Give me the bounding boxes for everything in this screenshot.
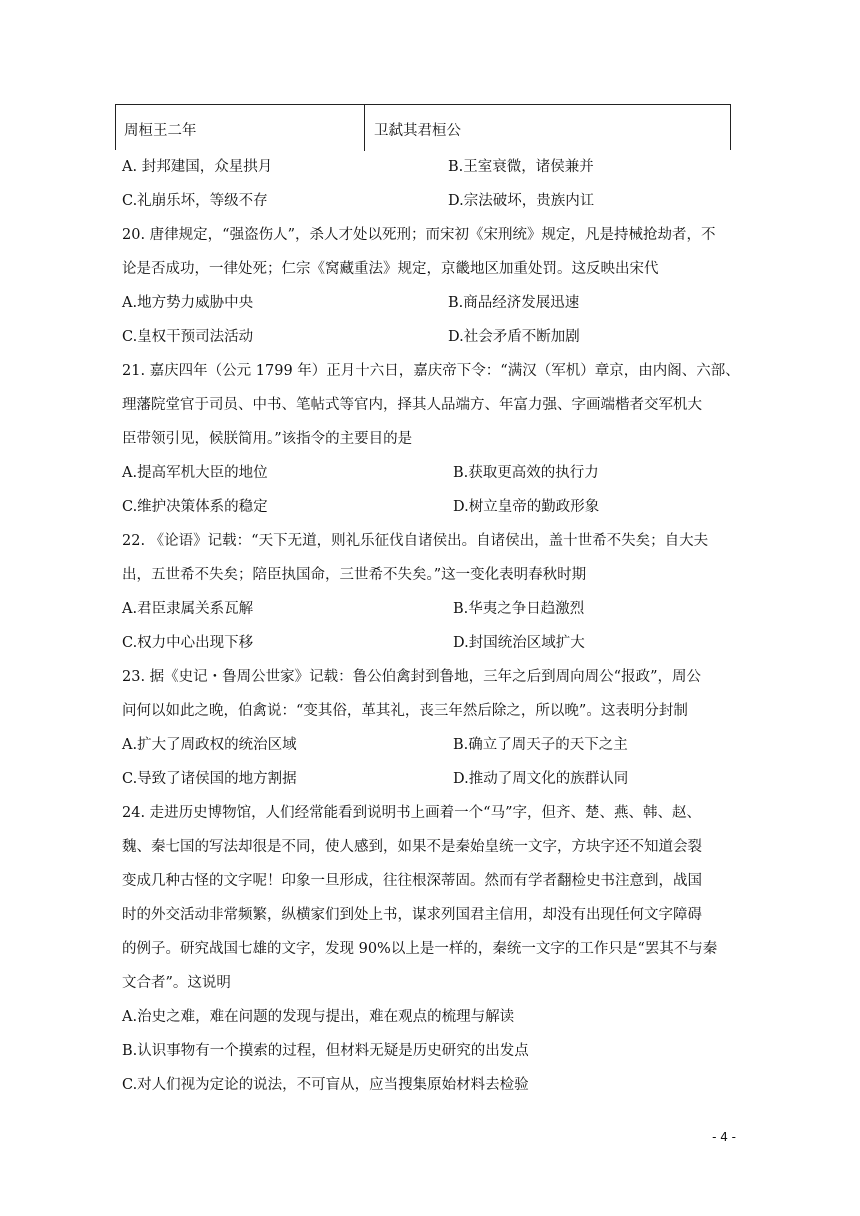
q24-stem-line4: 时的外交活动非常频繁，纵横家们到处上书，谋求列国君主信用，却没有出现任何文字障碍 bbox=[122, 907, 702, 923]
q20-option-c: C.皇权干预司法活动 bbox=[122, 329, 254, 345]
q19-option-b: B.王室衰微，诸侯兼并 bbox=[448, 159, 594, 175]
q21-stem-line1: 21. 嘉庆四年（公元 1799 年）正月十六日，嘉庆帝下令：“满汉（军机）章京，由内阁、六部、 bbox=[122, 363, 740, 379]
q24-stem-line2: 魏、秦七国的写法却很是不同，使人感到，如果不是秦始皇统一文字，方块字还不知道会裂 bbox=[122, 839, 702, 855]
q20-stem-line1: 20. 唐律规定，“强盗伤人”，杀人才处以死刑；而宋初《宋刑统》规定，凡是持械抢劫者，不 bbox=[122, 227, 716, 243]
q21-option-d: D.树立皇帝的勤政形象 bbox=[453, 499, 600, 515]
q19-option-c: C.礼崩乐坏，等级不存 bbox=[122, 193, 268, 209]
q23-stem-line1: 23. 据《史记・鲁周公世家》记载：鲁公伯禽封到鲁地，三年之后到周向周公“报政”，周公 bbox=[122, 669, 701, 685]
q21-option-b: B.获取更高效的执行力 bbox=[453, 465, 599, 481]
q22-option-c: C.权力中心出现下移 bbox=[122, 635, 254, 651]
q20-stem-line2: 论是否成功，一律处死；仁宗《窝藏重法》规定，京畿地区加重处罚。这反映出宋代 bbox=[122, 261, 659, 277]
q20-option-d: D.社会矛盾不断加剧 bbox=[448, 329, 580, 345]
q21-option-a: A.提高军机大臣的地位 bbox=[122, 465, 268, 481]
q24-stem-line6: 文合者”。这说明 bbox=[122, 975, 231, 991]
q22-option-a: A.君臣隶属关系瓦解 bbox=[122, 601, 254, 617]
q24-option-c: C.对人们视为定论的说法，不可盲从，应当搜集原始材料去检验 bbox=[122, 1077, 529, 1093]
q23-option-a: A.扩大了周政权的统治区域 bbox=[122, 737, 297, 753]
q23-option-d: D.推动了周文化的族群认同 bbox=[453, 771, 629, 787]
q23-option-c: C.导致了诸侯国的地方割据 bbox=[122, 771, 297, 787]
q23-option-b: B.确立了周天子的天下之主 bbox=[453, 737, 628, 753]
q19-option-d: D.宗法破坏，贵族内讧 bbox=[448, 193, 595, 209]
q22-option-d: D.封国统治区域扩大 bbox=[453, 635, 585, 651]
q22-option-b: B.华夷之争日趋激烈 bbox=[453, 601, 585, 617]
q24-option-b: B.认识事物有一个摸索的过程，但材料无疑是历史研究的出发点 bbox=[122, 1043, 529, 1059]
table-cell-event: 卫弑其君桓公 bbox=[374, 123, 461, 139]
q24-stem-line3: 变成几种古怪的文字呢！印象一旦形成，往往根深蒂固。然而有学者翻检史书注意到，战国 bbox=[122, 873, 702, 889]
q23-stem-line2: 问何以如此之晚，伯禽说：“变其俗，革其礼，丧三年然后除之，所以晚”。这表明分封制 bbox=[122, 703, 688, 719]
q24-stem-line1: 24. 走进历史博物馆，人们经常能看到说明书上画着一个“马”字，但齐、楚、燕、韩、赵、 bbox=[122, 805, 701, 821]
q19-option-a: A. 封邦建国，众星拱月 bbox=[122, 159, 273, 175]
q20-option-b: B.商品经济发展迅速 bbox=[448, 295, 580, 311]
q21-stem-line2: 理藩院堂官于司员、中书、笔帖式等官内，择其人品端方、年富力强、字画端楷者交军机大 bbox=[122, 397, 702, 413]
q22-stem-line1: 22. 《论语》记载：“天下无道，则礼乐征伐自诸侯出。自诸侯出，盖十世希不失矣；自大夫 bbox=[122, 533, 709, 549]
q24-stem-line5: 的例子。研究战国七雄的文字，发现 90%以上是一样的，秦统一文字的工作只是“罢其不与秦 bbox=[122, 941, 718, 957]
table-divider bbox=[364, 105, 365, 151]
q21-stem-line3: 臣带领引见，候朕简用。”该指令的主要目的是 bbox=[122, 431, 413, 447]
table-cell-year: 周桓王二年 bbox=[124, 123, 197, 139]
q20-option-a: A.地方势力威胁中央 bbox=[122, 295, 254, 311]
table-fragment bbox=[115, 104, 731, 150]
q21-option-c: C.维护决策体系的稳定 bbox=[122, 499, 268, 515]
q24-option-a: A.治史之难，难在问题的发现与提出，难在观点的梳理与解读 bbox=[122, 1009, 515, 1025]
q22-stem-line2: 出，五世希不失矣；陪臣执国命，三世希不失矣。”这一变化表明春秋时期 bbox=[122, 567, 587, 583]
page-number: - 4 - bbox=[712, 1130, 736, 1144]
